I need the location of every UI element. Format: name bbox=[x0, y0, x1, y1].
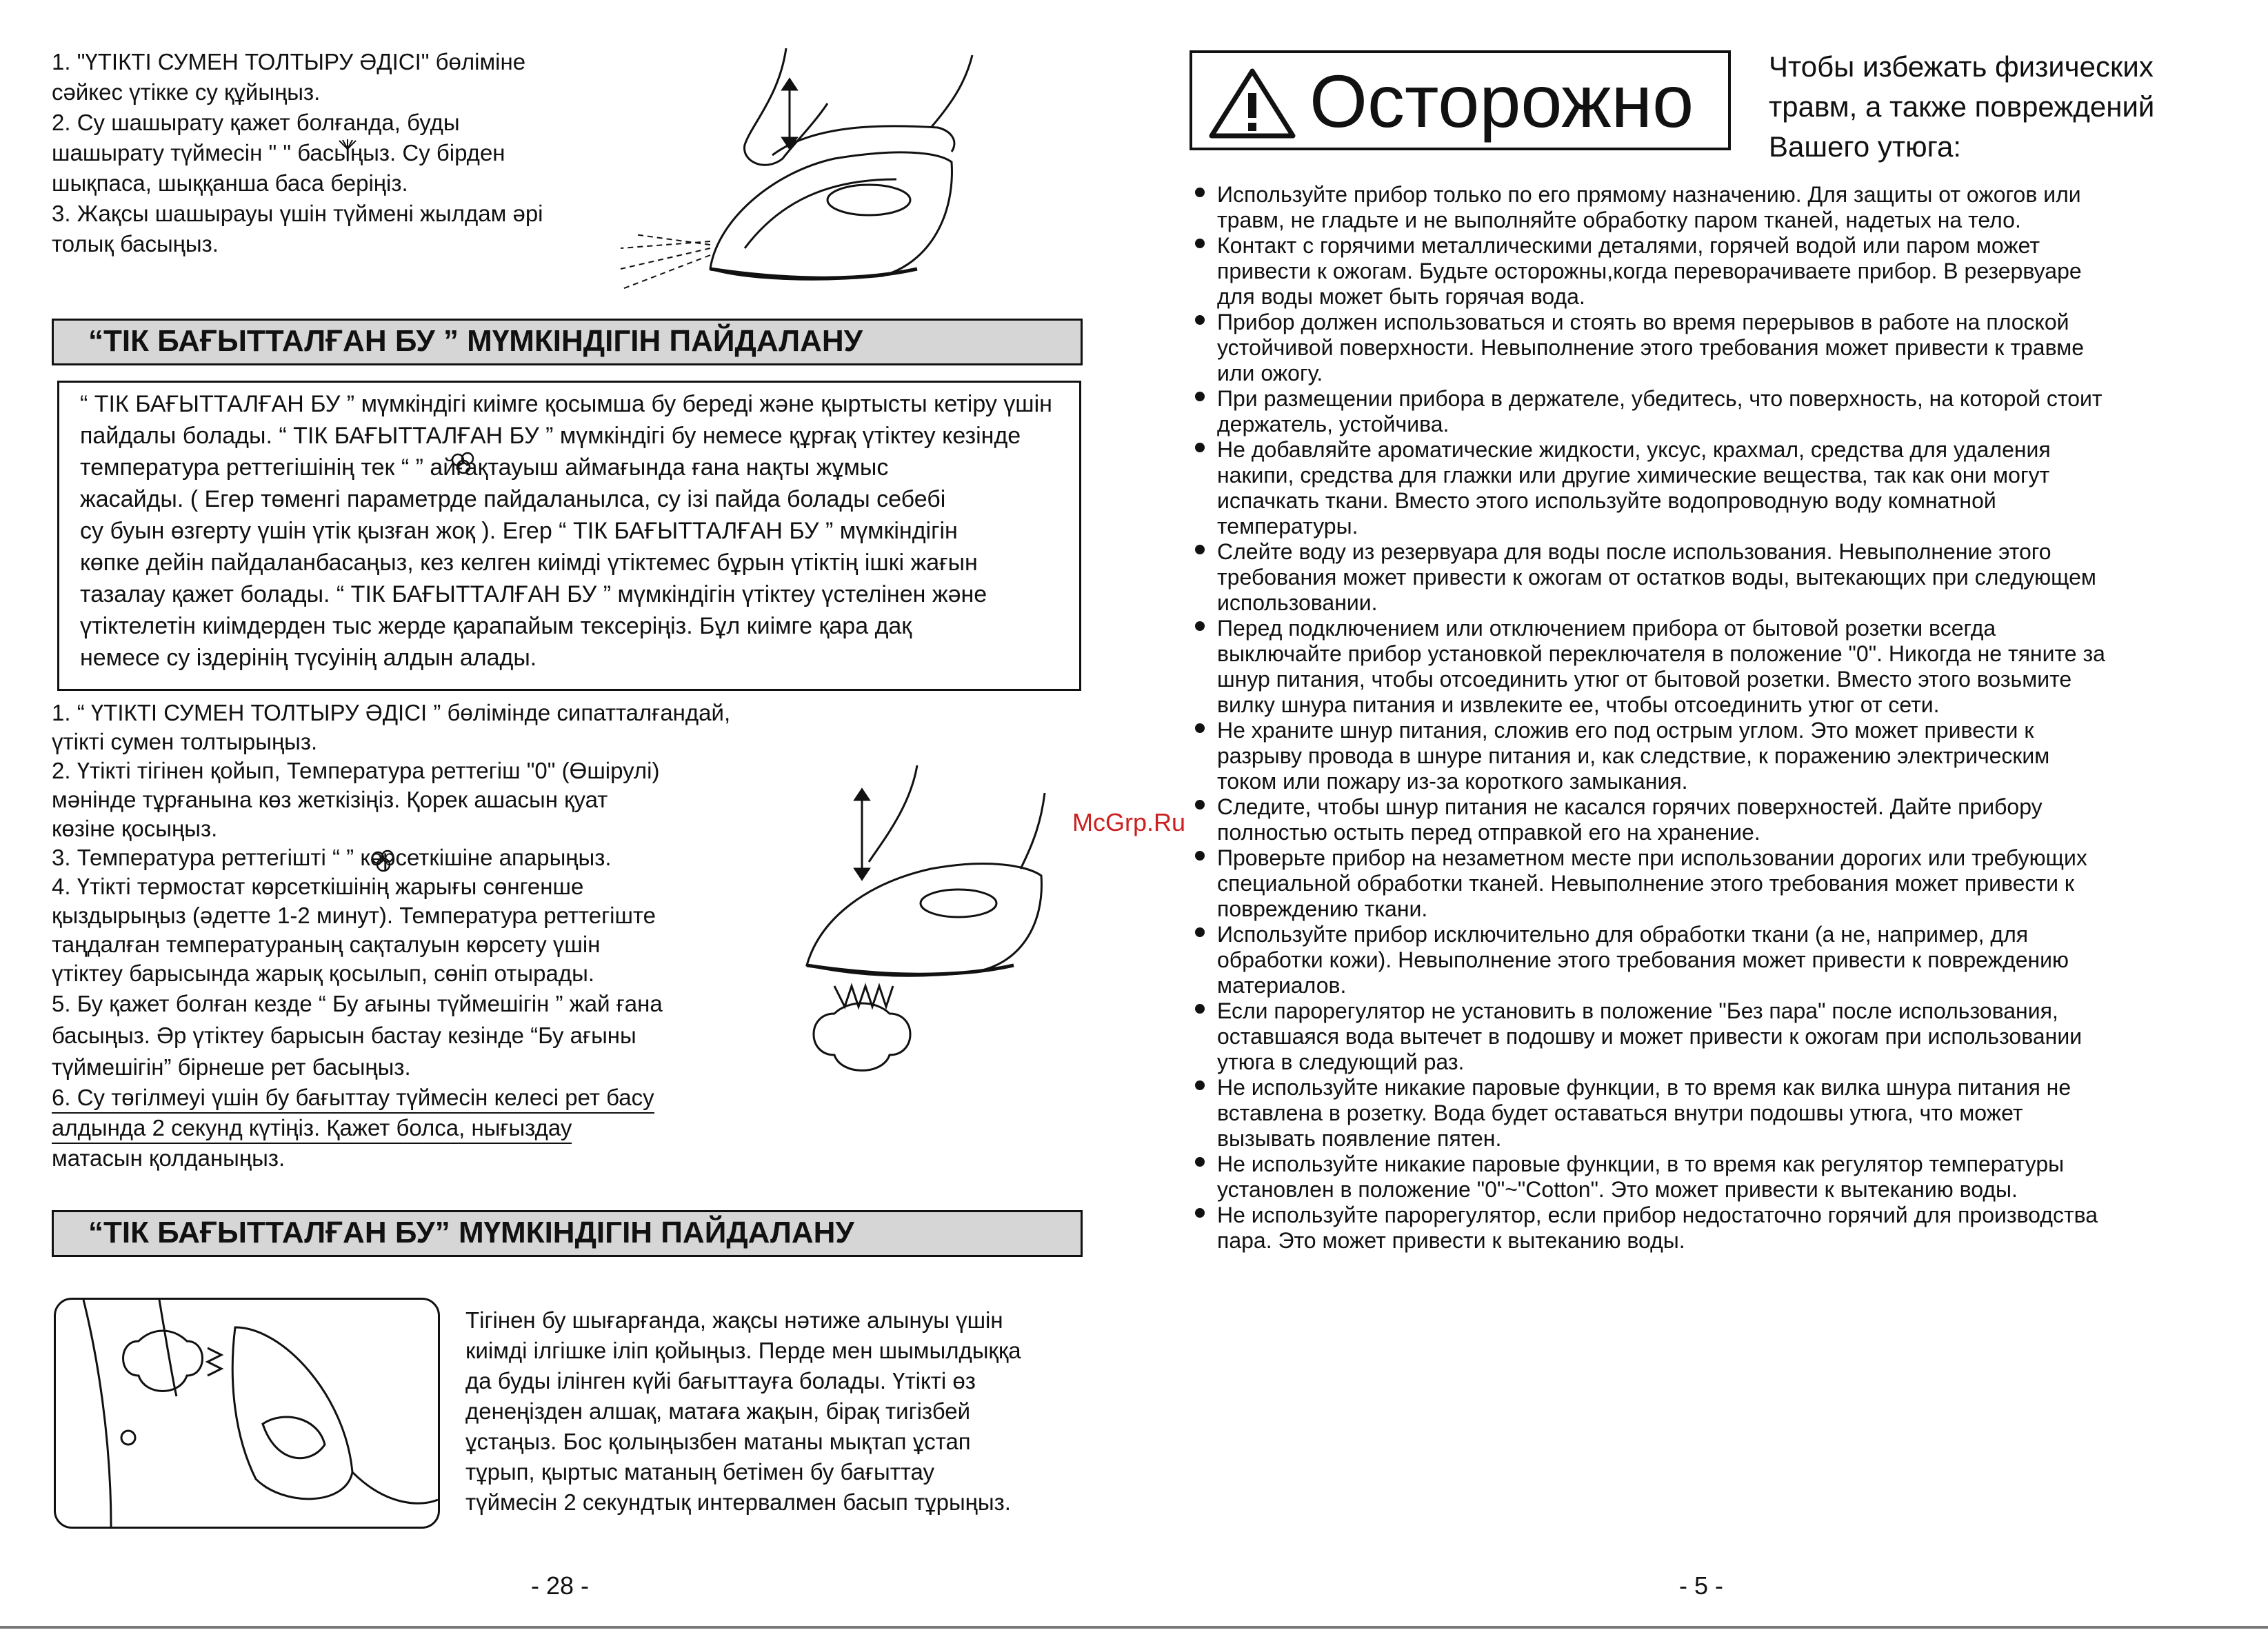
warning-triangle-icon bbox=[1207, 67, 1297, 139]
bullet-line: Используйте прибор только по его прямому назначению. Для защиты от ожогов или bbox=[1217, 182, 2081, 207]
bullet-dot bbox=[1195, 1157, 1205, 1167]
bullet-dot bbox=[1195, 315, 1205, 325]
bullet-line: материалов. bbox=[1217, 973, 1347, 998]
bullet-line: Не добавляйте ароматические жидкости, уксус, крахмал, средства для удаления bbox=[1217, 437, 2051, 462]
bullet-line: требования может привести к ожогам от остатков воды, вытекающих при следующем bbox=[1217, 565, 2096, 590]
text-line: да буды ілінген күйі бағыттауға болады. Үтікті өз bbox=[465, 1368, 976, 1394]
bullet-line: для воды может быть горячая вода. bbox=[1217, 284, 1585, 309]
list-item: үтіктеу барысында жарық қосылып, сөніп отырады. bbox=[52, 961, 594, 986]
garment-steaming-illustration-frame bbox=[54, 1298, 440, 1529]
bullet-dot bbox=[1195, 723, 1205, 733]
box-line: тазалау қажет болады. “ ТІК БАҒЫТТАЛҒАН БУ ” мүмкіндігін үтіктеу үстелінен және bbox=[80, 581, 987, 607]
box-line: су буын өзгерту үшін үтік қызған жоқ ). Егер “ ТІК БАҒЫТТАЛҒАН БУ ” мүмкіндігін bbox=[80, 518, 958, 544]
list-item: қыздырыңыз (әдетте 1-2 минут). Температура реттегіште bbox=[52, 903, 656, 928]
bullet-line: током или пожару из-за короткого замыкания. bbox=[1217, 769, 1688, 794]
box-line: пайдалы болады. “ ТІК БАҒЫТТАЛҒАН БУ ” мүмкіндігі бу немесе құрғақ үтіктеу кезінде bbox=[80, 423, 1021, 449]
box-line: “ ТІК БАҒЫТТАЛҒАН БУ ” мүмкіндігі киімге қосымша бу береді және қыртысты кетіру үшін bbox=[80, 391, 1052, 417]
bullet-line: Не используйте никакие паровые функции, в то время как регулятор температуры bbox=[1217, 1152, 2065, 1176]
bullet-dot bbox=[1195, 443, 1205, 452]
bullet-dot bbox=[1195, 621, 1205, 631]
text-line: ұстаңыз. Бос қолыңызбен матаны мықтап ұстап bbox=[465, 1429, 971, 1454]
text-line: тұрып, қыртыс матаның бетімен бу бағыттау bbox=[465, 1459, 935, 1485]
list-item bbox=[1195, 922, 2105, 998]
box-line: жасайды. ( Егер төменгі параметрде пайдаланылса, су ізі пайда болады себебі bbox=[80, 486, 946, 512]
bullet-line: полностью остыть перед отправкой его на хранение. bbox=[1217, 820, 1760, 845]
list-item bbox=[1195, 718, 2105, 794]
list-item: толық басыңыз. bbox=[52, 231, 219, 257]
list-item: 6. Су төгілмеуі үшін бу бағыттау түймесін келесі рет басу bbox=[52, 1083, 654, 1114]
bullet-line: Контакт с горячими металлическими деталями, горячей водой или паром может bbox=[1217, 233, 2040, 258]
bullet-line: вилку шнура питания и извлеките ее, чтобы отсоединить утюг от сети. bbox=[1217, 692, 1940, 717]
bullet-line: испачкать ткани. Вместо этого используйте водопроводную воду комнатной bbox=[1217, 488, 1996, 513]
iron-spray-illustration bbox=[607, 41, 993, 303]
bullet-line: травм, не гладьте и не выполняйте обработку паром тканей, надетых на тело. bbox=[1217, 208, 2021, 232]
bullet-line: Следите, чтобы шнур питания не касался горячих поверхностей. Дайте прибору bbox=[1217, 794, 2043, 819]
list-item bbox=[1195, 1203, 2105, 1254]
bullet-line: Перед подключением или отключением прибора от бытовой розетки всегда bbox=[1217, 616, 1996, 641]
bullet-dot bbox=[1195, 851, 1205, 861]
page-number-left: - 28 - bbox=[531, 1571, 590, 1600]
list-item: 5. Бу қажет болған кезде “ Бу ағыны түймешігін ” жай ғана bbox=[52, 991, 663, 1016]
warning-title: Осторожно bbox=[1309, 59, 1694, 143]
subtitle-line: травм, а также повреждений bbox=[1769, 90, 2155, 123]
bullet-line: специальной обработки тканей. Невыполнение этого требования может привести к bbox=[1217, 871, 2074, 896]
list-item: 1. “ ҮТІКТІ СУМЕН ТОЛТЫРУ ӘДІСІ ” бөлімінде сипатталғандай, bbox=[52, 700, 731, 725]
list-item bbox=[1195, 845, 2105, 922]
vertical-steam-info-box bbox=[57, 381, 1081, 691]
steam-setting-icon bbox=[450, 452, 477, 475]
list-item bbox=[1195, 998, 2105, 1075]
bullet-line: вставлена в розетку. Вода будет оставаться внутри подошвы утюга, что может bbox=[1217, 1100, 2023, 1125]
list-item: үтікті сумен толтырыңыз. bbox=[52, 729, 318, 754]
box-line: үтіктелетін киімдерден тыс жерде қарапайым тексеріңіз. Бұл киімге қара дақ bbox=[80, 613, 912, 639]
list-item: мәнінде тұрғанына көз жеткізіңіз. Қорек ашасын қуат bbox=[52, 787, 608, 812]
list-item: шашырату түймесін " " басыңыз. Су бірден bbox=[52, 140, 505, 165]
text-line: түймесін 2 секундтық интервалмен басып тұрыңыз. bbox=[465, 1489, 1011, 1515]
bullet-dot bbox=[1195, 1208, 1205, 1218]
list-item: 3. Температура реттегішті “ ” көрсеткішіне апарыңыз. bbox=[52, 845, 612, 870]
bullet-dot bbox=[1195, 545, 1205, 554]
text-line: киімді ілгішке іліп қойыңыз. Перде мен шымылдыққа bbox=[465, 1338, 1021, 1363]
warning-banner bbox=[1190, 50, 1731, 150]
list-item bbox=[1195, 1152, 2105, 1203]
list-item bbox=[1195, 310, 2105, 386]
list-item: түймешігін” бірнеше рет басыңыз. bbox=[52, 1054, 411, 1080]
iron-vertical-steam-illustration bbox=[793, 765, 1083, 1083]
list-item bbox=[1195, 437, 2105, 539]
bullet-line: повреждению ткани. bbox=[1217, 896, 1428, 921]
list-item: шықпаса, шыққанша баса беріңіз. bbox=[52, 170, 408, 196]
bullet-line: пара. Это может привести к вытеканию воды. bbox=[1217, 1228, 1685, 1253]
box-line: көпке дейін пайдаланбасаңыз, кез келген киімді үтіктемес бұрын үтіктің ішкі жағын bbox=[80, 550, 978, 576]
list-item: алдында 2 секунд күтіңіз. Қажет болса, нығыздау bbox=[52, 1114, 572, 1144]
bullet-line: температуры. bbox=[1217, 514, 1358, 539]
bullet-line: держатель, устойчива. bbox=[1217, 412, 1449, 436]
garment-steaming-text bbox=[465, 1305, 1021, 1518]
bullet-dot bbox=[1195, 927, 1205, 937]
bullet-line: устойчивой поверхности. Невыполнение этого требования может привести к травме bbox=[1217, 335, 2084, 360]
list-item: 3. Жақсы шашырауы үшін түймені жылдам әрі bbox=[52, 201, 543, 226]
bullet-line: накипи, средства для глажки или другие химические вещества, так как они могут bbox=[1217, 463, 2050, 487]
bullet-dot bbox=[1195, 1080, 1205, 1090]
text-line: Тігінен бу шығарғанда, жақсы нәтиже алынуы үшін bbox=[465, 1307, 1003, 1333]
steam-setting-icon bbox=[370, 849, 397, 873]
bullet-dot bbox=[1195, 188, 1205, 197]
bullet-line: утюга в следующий раз. bbox=[1217, 1049, 1465, 1074]
bullet-line: шнур питания, чтобы отсоединить утюг от бытовой розетки. Вместо этого возьмите bbox=[1217, 667, 2072, 692]
section-header: “ТІК БАҒЫТТАЛҒАН БУ” МҮМКІНДІГІН ПАЙДАЛАНУ bbox=[52, 1210, 1083, 1257]
bullet-dot bbox=[1195, 800, 1205, 810]
list-item: 2. Су шашырату қажет болғанда, буды bbox=[52, 110, 460, 135]
bullet-line: Не используйте парорегулятор, если прибор недостаточно горячий для производства bbox=[1217, 1203, 2098, 1227]
bullet-line: Не используйте никакие паровые функции, в то время как вилка шнура питания не bbox=[1217, 1075, 2071, 1100]
vertical-steam-steps bbox=[52, 698, 730, 1173]
subtitle-line: Вашего утюга: bbox=[1769, 130, 1962, 163]
list-item bbox=[1195, 794, 2105, 845]
list-item bbox=[1195, 386, 2105, 437]
box-line: немесе су іздерінің түсуінің алдын алады. bbox=[80, 645, 537, 671]
list-item: сәйкес үтікке су құйыңыз. bbox=[52, 79, 321, 105]
bullet-dot bbox=[1195, 392, 1205, 401]
list-item: 1. "ҮТІКТІ СУМЕН ТОЛТЫРУ ӘДІСІ" бөліміне bbox=[52, 49, 526, 74]
garment-steaming-illustration bbox=[56, 1300, 438, 1527]
page-bottom-rule bbox=[0, 1626, 2268, 1629]
list-item bbox=[1195, 616, 2105, 718]
list-item bbox=[1195, 539, 2105, 616]
bullet-line: Проверьте прибор на незаметном месте при использовании дорогих или требующих bbox=[1217, 845, 2087, 870]
text-line: денеңізден алшақ, матаға жақын, бірақ тигізбей bbox=[465, 1398, 971, 1424]
bullet-line: выключайте прибор установкой переключателя в положение "0". Никогда не тяните за bbox=[1217, 641, 2105, 666]
list-item bbox=[1195, 233, 2105, 310]
bullet-line: Используйте прибор исключительно для обработки ткани (а не, например, для bbox=[1217, 922, 2029, 947]
bullet-line: обработки кожи). Невыполнение этого требования может привести к повреждению bbox=[1217, 947, 2069, 972]
watermark: McGrp.Ru bbox=[1072, 808, 1186, 836]
bullet-line: использовании. bbox=[1217, 590, 1378, 615]
warning-subtitle bbox=[1769, 47, 2154, 167]
bullet-dot bbox=[1195, 1004, 1205, 1014]
list-item bbox=[1195, 1075, 2105, 1152]
list-item: 4. Үтікті термостат көрсеткішінің жарығы сөнгенше bbox=[52, 874, 584, 899]
bullet-dot bbox=[1195, 239, 1205, 248]
bullet-line: Прибор должен использоваться и стоять во время перерывов в работе на плоской bbox=[1217, 310, 2069, 334]
bullet-line: При размещении прибора в держателе, убедитесь, что поверхность, на которой стоит bbox=[1217, 386, 2103, 411]
bullet-line: установлен в положение "0"~"Cotton". Это может привести к вытеканию воды. bbox=[1217, 1177, 2018, 1202]
list-item: басыңыз. Әр үтіктеу барысын бастау кезінде “Бу ағыны bbox=[52, 1023, 636, 1048]
subtitle-line: Чтобы избежать физических bbox=[1769, 50, 2154, 83]
list-item: таңдалған температураның сақталуын көрсету үшін bbox=[52, 932, 601, 957]
bullet-line: привести к ожогам. Будьте осторожны,когда переворачиваете прибор. В резервуаре bbox=[1217, 259, 2082, 283]
section-header: “ТІК БАҒЫТТАЛҒАН БУ ” МҮМКІНДІГІН ПАЙДАЛАНУ bbox=[52, 319, 1083, 365]
page-number-right: - 5 - bbox=[1679, 1571, 1724, 1600]
bullet-line: вызывать появление пятен. bbox=[1217, 1126, 1502, 1151]
list-item bbox=[1195, 182, 2105, 233]
spray-icon bbox=[337, 138, 359, 163]
box-line: температура реттегішінің тек “ ” айғақтауыш аймағында ғана нақты жұмыс bbox=[80, 454, 889, 481]
bullet-line: оставшаяся вода вытечет в подошву и может привести к ожогам при использовании bbox=[1217, 1024, 2083, 1049]
bullet-line: или ожогу. bbox=[1217, 361, 1323, 385]
safety-bullet-list bbox=[1195, 182, 2105, 1254]
list-item: көзіне қосыңыз. bbox=[52, 816, 218, 841]
list-item: 2. Үтікті тігінен қойып, Температура реттегіш "0" (Өшірулі) bbox=[52, 758, 660, 783]
list-item: матасын қолданыңыз. bbox=[52, 1145, 285, 1171]
bullet-line: Не храните шнур питания, сложив его под острым углом. Это может привести к bbox=[1217, 718, 2034, 743]
bullet-line: Слейте воду из резервуара для воды после использования. Невыполнение этого bbox=[1217, 539, 2051, 564]
spray-instructions bbox=[52, 47, 543, 259]
bullet-line: разрыву провода в шнуре питания и, как следствие, к поражению электрическим bbox=[1217, 743, 2050, 768]
bullet-line: Если парорегулятор не установить в положение "Без пара" после использования, bbox=[1217, 998, 2058, 1023]
